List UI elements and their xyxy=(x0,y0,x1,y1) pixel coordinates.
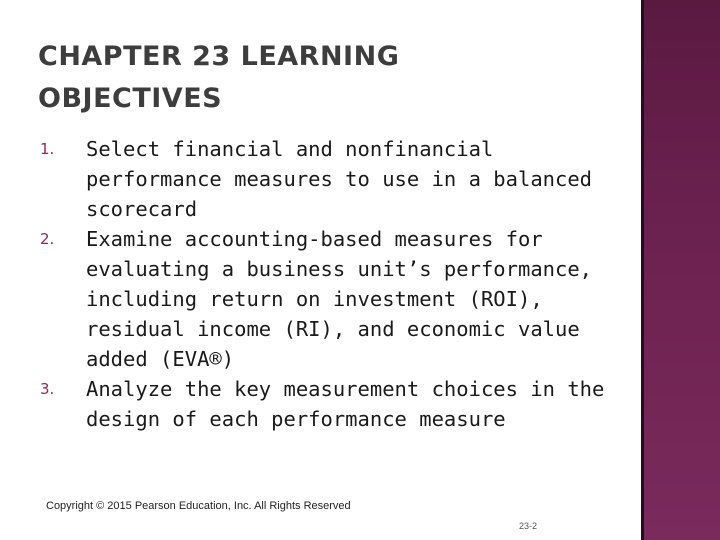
copyright-notice: Copyright © 2015 Pearson Education, Inc. All Rights Reserved xyxy=(46,500,351,512)
objective-text: Select financial and nonfinancial performance measures to use in a balanced scorecard xyxy=(86,137,593,221)
objective-number: 3. xyxy=(40,380,55,398)
title-line-1: CHAPTER 23 LEARNING xyxy=(38,41,400,72)
page-number: 23-2 xyxy=(519,521,538,531)
objective-text: Analyze the key measurement choices in the design of each performance measure xyxy=(86,377,605,431)
objective-text: Examine accounting-based measures for evaluating a business unit’s performance, including return on investment (ROI), residual income (RI), and economic value added (EVA®) xyxy=(86,227,593,371)
title-line-2: OBJECTIVES xyxy=(38,83,223,114)
decorative-sidebar xyxy=(641,0,720,540)
objective-item-1 xyxy=(40,134,610,224)
objectives-list xyxy=(40,134,610,434)
slide-title xyxy=(38,36,598,120)
objective-number: 2. xyxy=(40,230,55,248)
objective-item-2 xyxy=(40,224,610,374)
objective-item-3 xyxy=(40,374,610,434)
objective-number: 1. xyxy=(40,140,55,158)
